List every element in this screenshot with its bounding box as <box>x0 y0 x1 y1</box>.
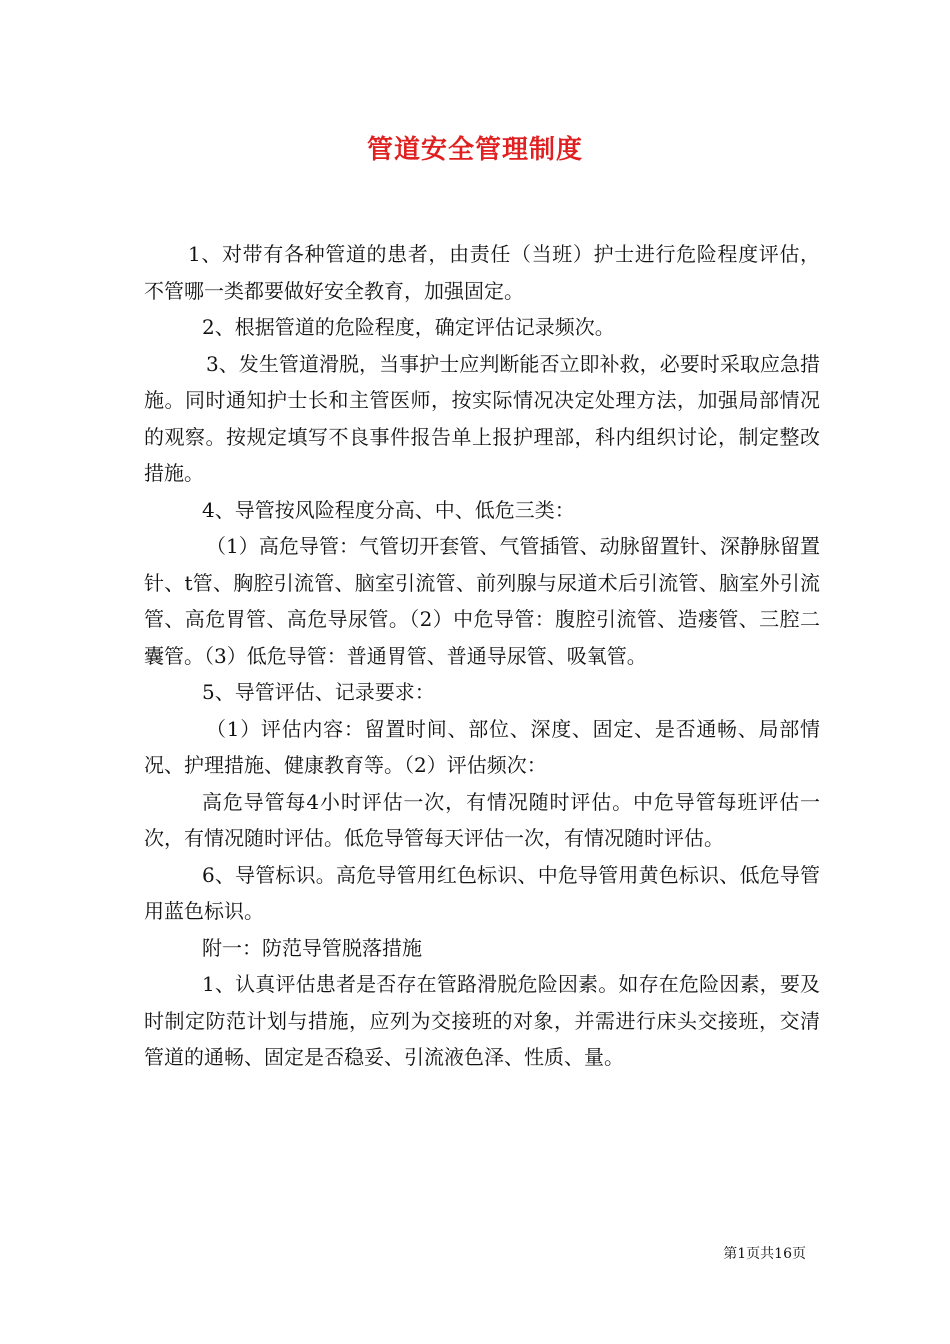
paragraph-4: 4、导管按风险程度分高、中、低危三类： <box>202 497 575 522</box>
paragraph-5: （1）高危导管：气管切开套管、气管插管、动脉留置针、深静脉留置针、t管、胸腔引流管、脑室引流管、前列腺与尿道术后引流管、脑室外引流管、高危胃管、高危导尿管。（2）中危导管：腹腔引流管、造瘘管、三腔二囊管。（3）低危导管：普通胃管、普通导尿管、吸氧管。 <box>144 534 820 668</box>
page-number: 第1页共16页 <box>723 1246 806 1262</box>
paragraph-8: 高危导管每4小时评估一次，有情况随时评估。中危导管每班评估一次，有情况随时评估。低危导管每天评估一次，有情况随时评估。 <box>144 789 820 850</box>
paragraph-6: 5、导管评估、记录要求： <box>202 680 435 704</box>
document-title: 管道安全管理制度 <box>366 135 583 165</box>
paragraph-9: 6、导管标识。高危导管用红色标识、中危导管用黄色标识、低危导管用蓝色标识。 <box>144 862 820 923</box>
document-body <box>144 236 820 1076</box>
paragraph-1: 1、对带有各种管道的患者，由责任（当班）护士进行危险程度评估，不管哪一类都要做好安全教育，加强固定。 <box>144 242 820 303</box>
paragraph-10: 附一：防范导管脱落措施 <box>202 935 422 960</box>
paragraph-2: 2、根据管道的危险程度，确定评估记录频次。 <box>202 315 615 339</box>
paragraph-3: 3、发生管道滑脱，当事护士应判断能否立即补救，必要时采取应急措施。同时通知护士长和主管医师，按实际情况决定处理方法，加强局部情况的观察。按规定填写不良事件报告单上报护理部，科内组织讨论，制定整改措施。 <box>144 351 820 485</box>
paragraph-7: （1）评估内容：留置时间、部位、深度、固定、是否通畅、局部情况、护理措施、健康教育等。（2）评估频次： <box>144 716 820 777</box>
paragraph-11: 1、认真评估患者是否存在管路滑脱危险因素。如存在危险因素，要及时制定防范计划与措施，应列为交接班的对象，并需进行床头交接班，交清管道的通畅、固定是否稳妥、引流液色泽、性质、量。 <box>144 972 820 1069</box>
